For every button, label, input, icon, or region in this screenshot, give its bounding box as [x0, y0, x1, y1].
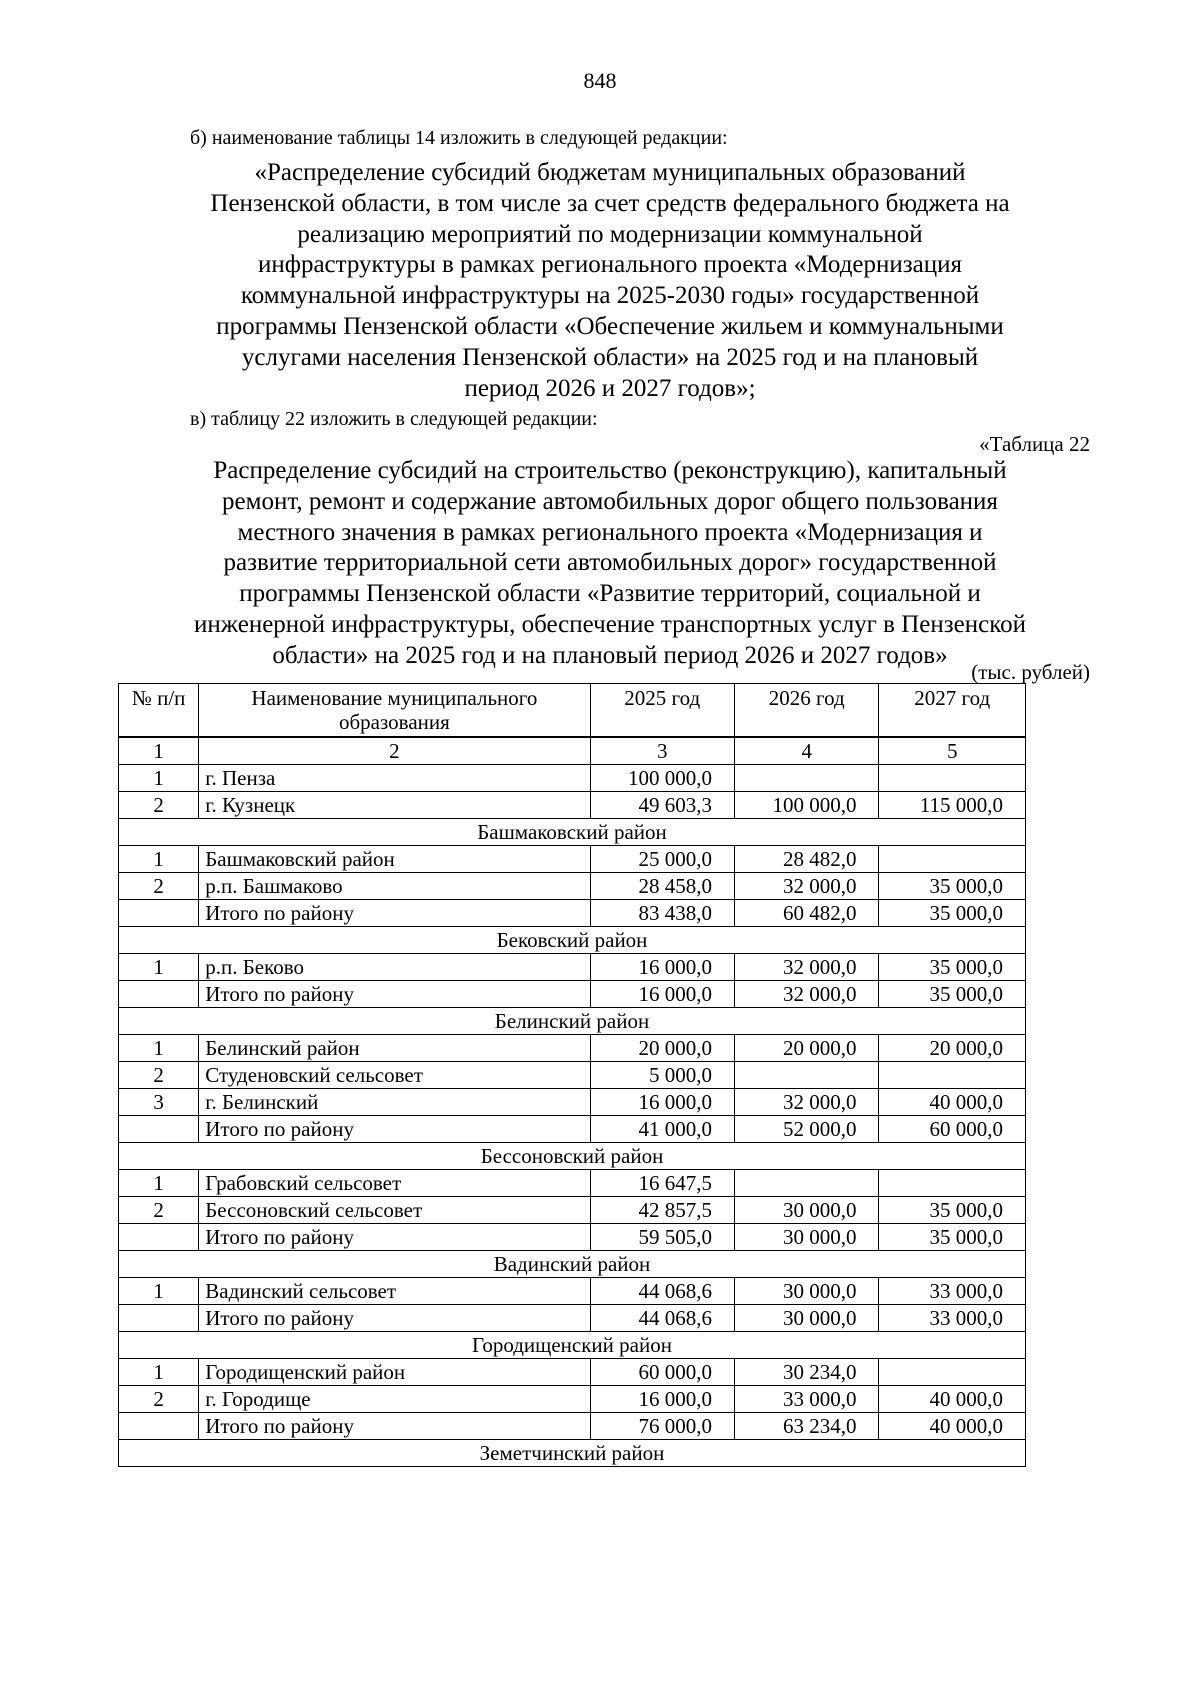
table-body	[119, 738, 1026, 1467]
header-name: Наименование муниципального образования	[199, 684, 590, 737]
table-row	[119, 981, 1026, 1008]
row-name: г. Кузнецк	[199, 792, 590, 819]
column-number: 3	[590, 738, 734, 765]
row-num: 1	[119, 846, 199, 873]
row-name: Итого по району	[199, 1224, 590, 1251]
cell-2027	[879, 846, 1026, 873]
cell-2025: 28 458,0	[590, 873, 734, 900]
title-line: услугами населения Пензенской области» на 2025 год и на плановый	[241, 343, 979, 371]
cell-2025: 16 000,0	[590, 981, 734, 1008]
table-header	[118, 683, 1026, 737]
cell-2026: 20 000,0	[735, 1035, 879, 1062]
row-num: 3	[119, 1089, 199, 1116]
table-row	[119, 1224, 1026, 1251]
cell-2027: 35 000,0	[879, 954, 1026, 981]
section-title: Бессоновский район	[119, 1143, 1026, 1170]
table-row	[119, 954, 1026, 981]
row-num	[119, 1224, 199, 1251]
table22-title	[130, 456, 1090, 672]
cell-2025: 20 000,0	[590, 1035, 734, 1062]
table-label: «Таблица 22	[979, 432, 1090, 456]
section-row	[119, 1332, 1026, 1359]
column-number-row	[119, 738, 1026, 765]
cell-2025: 60 000,0	[590, 1359, 734, 1386]
page-number: 848	[583, 68, 617, 93]
section-row	[119, 819, 1026, 846]
title-line: ремонт, ремонт и содержание автомобильных дорог общего пользования	[222, 487, 998, 515]
cell-2027: 33 000,0	[879, 1278, 1026, 1305]
row-name: Студеновский сельсовет	[199, 1062, 590, 1089]
title-line: период 2026 и 2027 годов»;	[464, 374, 756, 402]
row-num: 2	[119, 873, 199, 900]
table-row	[119, 873, 1026, 900]
section-title: Земетчинский район	[119, 1440, 1026, 1467]
column-number: 2	[199, 738, 590, 765]
table-row	[119, 1305, 1026, 1332]
cell-2026: 30 000,0	[735, 1197, 879, 1224]
table-row	[119, 1035, 1026, 1062]
cell-2027: 35 000,0	[879, 873, 1026, 900]
row-name: Итого по району	[199, 981, 590, 1008]
cell-2026: 52 000,0	[735, 1116, 879, 1143]
title-line: программы Пензенской области «Развитие территорий, социальной и	[239, 580, 981, 608]
row-num: 1	[119, 1170, 199, 1197]
cell-2026: 33 000,0	[735, 1386, 879, 1413]
table-row	[119, 1170, 1026, 1197]
cell-2027	[879, 1062, 1026, 1089]
data-table	[118, 737, 1026, 1467]
row-name: Итого по району	[199, 900, 590, 927]
table-row	[119, 1386, 1026, 1413]
cell-2027	[879, 765, 1026, 792]
section-title: Бековский район	[119, 927, 1026, 954]
cell-2026	[735, 765, 879, 792]
cell-2026: 60 482,0	[735, 900, 879, 927]
cell-2026: 100 000,0	[735, 792, 879, 819]
table-row	[119, 1413, 1026, 1440]
row-num	[119, 900, 199, 927]
row-name: Грабовский сельсовет	[199, 1170, 590, 1197]
cell-2027: 35 000,0	[879, 900, 1026, 927]
header-num: № п/п	[119, 684, 199, 737]
section-title: Белинский район	[119, 1008, 1026, 1035]
cell-2025: 16 647,5	[590, 1170, 734, 1197]
cell-2025: 16 000,0	[590, 954, 734, 981]
cell-2025: 100 000,0	[590, 765, 734, 792]
title-line: «Распределение субсидий бюджетам муниципальных образований	[254, 159, 966, 186]
title-line: Пензенской области, в том числе за счет средств федерального бюджета на	[210, 189, 1010, 217]
cell-2027: 40 000,0	[879, 1386, 1026, 1413]
cell-2025: 16 000,0	[590, 1089, 734, 1116]
table-row	[119, 765, 1026, 792]
row-num	[119, 981, 199, 1008]
cell-2027: 20 000,0	[879, 1035, 1026, 1062]
cell-2027: 35 000,0	[879, 1224, 1026, 1251]
row-name: г. Пенза	[199, 765, 590, 792]
cell-2027: 60 000,0	[879, 1116, 1026, 1143]
section-row	[119, 1440, 1026, 1467]
cell-2026: 32 000,0	[735, 981, 879, 1008]
cell-2025: 5 000,0	[590, 1062, 734, 1089]
row-name: р.п. Беково	[199, 954, 590, 981]
row-name: Итого по району	[199, 1116, 590, 1143]
row-num: 2	[119, 792, 199, 819]
cell-2025: 83 438,0	[590, 900, 734, 927]
title-line: Распределение субсидий на строительство (реконструкцию), капитальный	[213, 457, 1007, 484]
section-title: Вадинский район	[119, 1251, 1026, 1278]
row-name: Бессоновский сельсовет	[199, 1197, 590, 1224]
cell-2026: 28 482,0	[735, 846, 879, 873]
intro-b: б) наименование таблицы 14 изложить в следующей редакции:	[190, 127, 728, 149]
row-name: г. Белинский	[199, 1089, 590, 1116]
row-name: Вадинский сельсовет	[199, 1278, 590, 1305]
section-title: Башмаковский район	[119, 819, 1026, 846]
title-line: коммунальной инфраструктуры на 2025-2030 годы» государственной	[240, 282, 980, 310]
row-num	[119, 1413, 199, 1440]
table-row	[119, 1089, 1026, 1116]
cell-2025: 59 505,0	[590, 1224, 734, 1251]
title-line: местного значения в рамках регионального проекта «Модернизация и	[237, 518, 983, 546]
section-row	[119, 1251, 1026, 1278]
cell-2026	[735, 1062, 879, 1089]
cell-2025: 44 068,6	[590, 1278, 734, 1305]
table-row	[119, 846, 1026, 873]
section-title: Городищенский район	[119, 1332, 1026, 1359]
row-num: 1	[119, 954, 199, 981]
row-num: 1	[119, 1359, 199, 1386]
header-2027: 2027 год	[879, 684, 1026, 737]
cell-2025: 25 000,0	[590, 846, 734, 873]
row-name: р.п. Башмаково	[199, 873, 590, 900]
cell-2025: 44 068,6	[590, 1305, 734, 1332]
section-row	[119, 1143, 1026, 1170]
table14-title	[130, 158, 1090, 404]
cell-2025: 49 603,3	[590, 792, 734, 819]
cell-2027: 35 000,0	[879, 1197, 1026, 1224]
cell-2026: 30 000,0	[735, 1224, 879, 1251]
table-row	[119, 792, 1026, 819]
row-num: 2	[119, 1197, 199, 1224]
cell-2026: 32 000,0	[735, 1089, 879, 1116]
row-num: 2	[119, 1386, 199, 1413]
cell-2025: 42 857,5	[590, 1197, 734, 1224]
title-line: развитие территориальной сети автомобильных дорог» государственной	[223, 549, 997, 577]
cell-2026	[735, 1170, 879, 1197]
row-num	[119, 1116, 199, 1143]
row-num: 1	[119, 1278, 199, 1305]
row-name: Итого по району	[199, 1305, 590, 1332]
title-line: реализацию мероприятий по модернизации коммунальной	[297, 220, 923, 248]
row-num: 1	[119, 765, 199, 792]
column-number: 5	[879, 738, 1026, 765]
row-num: 1	[119, 1035, 199, 1062]
cell-2027: 115 000,0	[879, 792, 1026, 819]
column-number: 1	[119, 738, 199, 765]
row-name: Башмаковский район	[199, 846, 590, 873]
row-name: г. Городище	[199, 1386, 590, 1413]
cell-2027: 40 000,0	[879, 1413, 1026, 1440]
units-label: (тыс. рублей)	[971, 660, 1090, 684]
cell-2027: 40 000,0	[879, 1089, 1026, 1116]
table-row	[119, 1197, 1026, 1224]
cell-2025: 41 000,0	[590, 1116, 734, 1143]
table-row	[119, 1116, 1026, 1143]
table-row	[119, 1278, 1026, 1305]
title-line: программы Пензенской области «Обеспечение жильем и коммунальными	[216, 312, 1004, 340]
table-row	[119, 900, 1026, 927]
title-line: инженерной инфраструктуры, обеспечение транспортных услуг в Пензенской	[194, 610, 1026, 638]
row-num	[119, 1305, 199, 1332]
cell-2026: 32 000,0	[735, 873, 879, 900]
cell-2025: 76 000,0	[590, 1413, 734, 1440]
title-line: области» на 2025 год и на плановый период 2026 и 2027 годов»	[272, 641, 948, 669]
header-2026: 2026 год	[735, 684, 879, 737]
cell-2026: 32 000,0	[735, 954, 879, 981]
row-name: Городищенский район	[199, 1359, 590, 1386]
header-2025: 2025 год	[590, 684, 734, 737]
cell-2026: 30 234,0	[735, 1359, 879, 1386]
section-row	[119, 927, 1026, 954]
intro-v: в) таблицу 22 изложить в следующей редакции:	[190, 408, 598, 430]
cell-2027	[879, 1359, 1026, 1386]
cell-2027: 35 000,0	[879, 981, 1026, 1008]
row-name: Белинский район	[199, 1035, 590, 1062]
cell-2026: 30 000,0	[735, 1305, 879, 1332]
title-line: инфраструктуры в рамках регионального проекта «Модернизация	[257, 251, 963, 279]
cell-2027: 33 000,0	[879, 1305, 1026, 1332]
cell-2027	[879, 1170, 1026, 1197]
cell-2026: 63 234,0	[735, 1413, 879, 1440]
cell-2025: 16 000,0	[590, 1386, 734, 1413]
row-num: 2	[119, 1062, 199, 1089]
table-row	[119, 1062, 1026, 1089]
cell-2026: 30 000,0	[735, 1278, 879, 1305]
row-name: Итого по району	[199, 1413, 590, 1440]
table-row	[119, 1359, 1026, 1386]
column-number: 4	[735, 738, 879, 765]
section-row	[119, 1008, 1026, 1035]
